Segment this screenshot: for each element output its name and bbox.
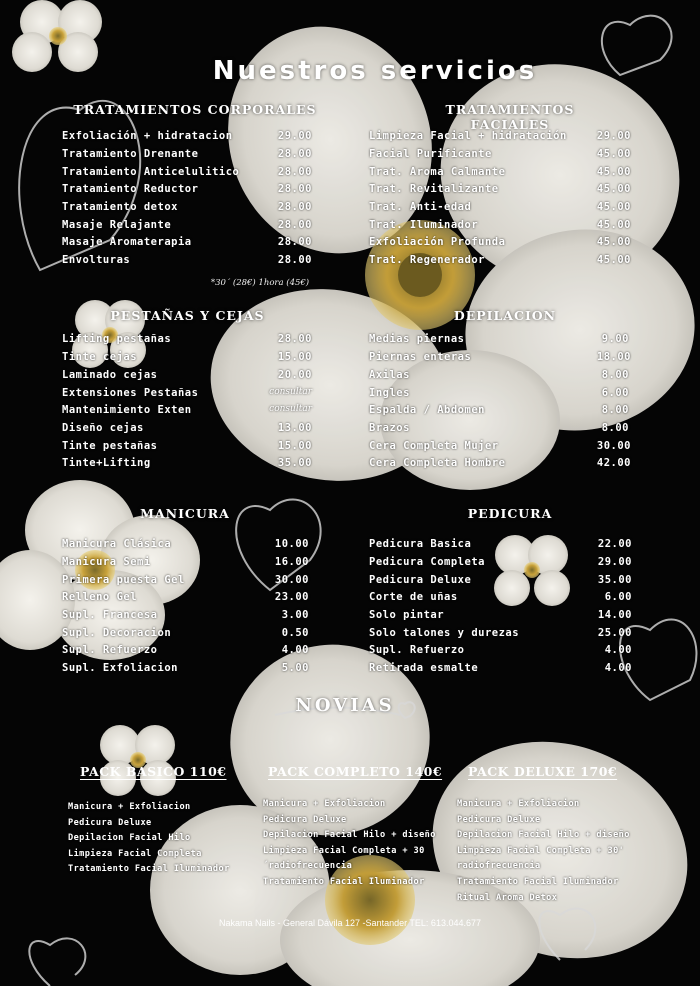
list-item bbox=[369, 351, 631, 369]
section-heading-depilacion: DEPILACION bbox=[453, 308, 557, 323]
item-price: 20.00 bbox=[277, 369, 312, 381]
item-name: Solo talones y durezas bbox=[369, 627, 520, 639]
pack-list-completo bbox=[263, 799, 436, 893]
item-price: 42.00 bbox=[596, 457, 631, 469]
item-price: 45.00 bbox=[596, 219, 631, 231]
list-item: ´radiofrecuencia bbox=[263, 861, 353, 872]
item-name: Exfoliación + hidratacion bbox=[62, 130, 233, 142]
list-item bbox=[369, 538, 632, 556]
item-name: Laminado cejas bbox=[62, 369, 158, 381]
item-price: 0.50 bbox=[281, 627, 309, 639]
item-name: Mantenimiento Exten bbox=[62, 404, 192, 416]
item-price: 15.00 bbox=[277, 351, 312, 363]
item-name: Trat. Regenerador bbox=[369, 254, 485, 266]
list-item: radiofrecuencia bbox=[457, 861, 541, 872]
item-price: 29.00 bbox=[596, 130, 631, 142]
item-price: 45.00 bbox=[596, 236, 631, 248]
list-item: Depilacion Facial Hilo + diseño bbox=[263, 830, 436, 841]
section-heading-pedicura: PEDICURA bbox=[467, 506, 553, 521]
item-name: Trat. Anti-edad bbox=[369, 201, 472, 213]
section-heading-faciales: TRATAMIENTOS FACIALES bbox=[445, 102, 575, 132]
pack-title-basico: PACK BASICO 110€ bbox=[80, 764, 227, 779]
list-item: Limpieza Facial Completa + 30 bbox=[263, 845, 425, 856]
item-name: Supl. Refuerzo bbox=[369, 644, 465, 656]
item-name: Exfoliación Profunda bbox=[369, 236, 506, 248]
pricing-note: *30´ (28€) 1hora (45€) bbox=[210, 278, 310, 288]
item-name: Envolturas bbox=[62, 254, 131, 266]
list-item: Limpieza Facial Completa + 30' bbox=[457, 845, 625, 856]
item-name: Supl. Refuerzo bbox=[62, 644, 158, 656]
item-name: Masaje Aromaterapia bbox=[62, 236, 192, 248]
item-price: 8.00 bbox=[601, 422, 629, 434]
item-name: Supl. Decoracion bbox=[62, 627, 172, 639]
list-item bbox=[62, 609, 309, 627]
item-price: 6.00 bbox=[601, 387, 629, 399]
flower-decoration bbox=[100, 725, 176, 796]
item-name: Tinte cejas bbox=[62, 351, 138, 363]
section-heading-novias: NOVIAS bbox=[295, 695, 395, 716]
item-name: Masaje Relajante bbox=[62, 219, 172, 231]
list-item bbox=[369, 556, 632, 574]
list-item bbox=[369, 148, 631, 166]
footer-contact: Nakama Nails - General Dávila 127 -Santander TEL: 613.044.677 bbox=[219, 918, 481, 928]
item-price: 3.00 bbox=[281, 609, 309, 621]
list-item bbox=[369, 422, 629, 440]
list-item: Tratamiento Facial Iluminador bbox=[457, 876, 619, 887]
item-name: Tinte+Lifting bbox=[62, 457, 151, 469]
pack-title-completo: PACK COMPLETO 140€ bbox=[268, 764, 443, 779]
item-name: Cera Completa Mujer bbox=[369, 440, 499, 452]
list-item bbox=[62, 457, 312, 475]
list-item bbox=[369, 219, 631, 237]
item-price: 35.00 bbox=[597, 574, 632, 586]
item-price: 15.00 bbox=[277, 440, 312, 452]
list-item bbox=[62, 130, 312, 148]
item-name: Extensiones Pestañas bbox=[62, 387, 199, 399]
item-price: 45.00 bbox=[596, 183, 631, 195]
item-name: Manicura Clásica bbox=[62, 538, 172, 550]
item-price: 28.00 bbox=[277, 183, 312, 195]
item-price: 8.00 bbox=[601, 369, 629, 381]
item-price: 10.00 bbox=[274, 538, 309, 550]
list-item bbox=[369, 404, 629, 422]
item-name: Lifting pestañas bbox=[62, 333, 172, 345]
item-name: Tinte pestañas bbox=[62, 440, 158, 452]
list-item bbox=[62, 219, 312, 237]
item-name: Limpieza Facial + hidratación bbox=[369, 130, 567, 142]
item-name: Retirada esmalte bbox=[369, 662, 479, 674]
list-item: Manicura + Exfoliacion bbox=[68, 802, 191, 812]
list-item bbox=[62, 183, 312, 201]
item-name: Ingles bbox=[369, 387, 410, 399]
list-item bbox=[62, 387, 312, 405]
heart-outline-icon bbox=[29, 938, 85, 986]
item-price: 28.00 bbox=[277, 333, 312, 345]
list-item bbox=[62, 556, 309, 574]
item-name: Piernas enteras bbox=[369, 351, 472, 363]
list-item bbox=[369, 644, 632, 662]
section-heading-pestanas: PESTAÑAS Y CEJAS bbox=[110, 308, 265, 323]
item-name: Pedicura Basica bbox=[369, 538, 472, 550]
list-item: Pedicura Deluxe bbox=[457, 814, 541, 825]
list-item bbox=[62, 440, 312, 458]
list-item bbox=[369, 236, 631, 254]
item-price: 28.00 bbox=[277, 166, 312, 178]
item-name: Corte de uñas bbox=[369, 591, 458, 603]
item-name: Tratamiento Drenante bbox=[62, 148, 199, 160]
item-price: 28.00 bbox=[277, 236, 312, 248]
item-price: 6.00 bbox=[604, 591, 632, 603]
item-price: 28.00 bbox=[277, 201, 312, 213]
item-name: Trat. Revitalizante bbox=[369, 183, 499, 195]
item-name: Tratamiento detox bbox=[62, 201, 178, 213]
list-item bbox=[62, 404, 312, 422]
item-price: 30.00 bbox=[596, 440, 631, 452]
list-item: Limpieza Facial Completa bbox=[68, 848, 202, 859]
item-price: 18.00 bbox=[596, 351, 631, 363]
item-name: Diseño cejas bbox=[62, 422, 144, 434]
item-price: 28.00 bbox=[277, 219, 312, 231]
list-item: Depilacion Facial Hilo + diseño bbox=[457, 830, 630, 841]
item-price: 28.00 bbox=[277, 148, 312, 160]
item-price: 45.00 bbox=[596, 201, 631, 213]
item-price: 9.00 bbox=[601, 333, 629, 345]
item-name: Relleno Gel bbox=[62, 591, 138, 603]
item-name: Trat. Aroma Calmante bbox=[369, 166, 506, 178]
list-item: Depilacion Facial Hilo bbox=[68, 833, 191, 844]
section-heading-manicura: MANICURA bbox=[140, 506, 230, 521]
list-item bbox=[62, 591, 309, 609]
page-title: Nuestros servicios bbox=[212, 56, 538, 86]
list-item bbox=[62, 422, 312, 440]
item-price: 4.00 bbox=[604, 644, 632, 656]
list-item bbox=[62, 333, 312, 351]
item-price: 4.00 bbox=[604, 662, 632, 674]
list-item bbox=[62, 644, 309, 662]
item-price: 14.00 bbox=[597, 609, 632, 621]
item-name: Trat. Iluminador bbox=[369, 219, 479, 231]
item-price: 23.00 bbox=[274, 591, 309, 603]
list-item bbox=[369, 387, 629, 405]
item-price: 45.00 bbox=[596, 166, 631, 178]
list-item bbox=[62, 148, 312, 166]
pack-title-deluxe: PACK DELUXE 170€ bbox=[468, 764, 618, 779]
item-price: consultar bbox=[269, 387, 312, 397]
list-item bbox=[369, 254, 631, 272]
item-price: 35.00 bbox=[277, 457, 312, 469]
list-item bbox=[62, 574, 309, 592]
list-item: Manicura + Exfoliacion bbox=[457, 799, 580, 809]
item-name: Brazos bbox=[369, 422, 410, 434]
item-name: Supl. Francesa bbox=[62, 609, 158, 621]
item-price: 45.00 bbox=[596, 254, 631, 266]
list-item bbox=[369, 591, 632, 609]
item-name: Solo pintar bbox=[369, 609, 445, 621]
list-item bbox=[62, 254, 312, 272]
item-price: 22.00 bbox=[597, 538, 632, 550]
list-item bbox=[369, 662, 632, 680]
list-item bbox=[62, 662, 309, 680]
list-item bbox=[62, 236, 312, 254]
item-price: 8.00 bbox=[601, 404, 629, 416]
list-item bbox=[369, 130, 631, 148]
list-item bbox=[62, 627, 309, 645]
item-name: Pedicura Completa bbox=[369, 556, 485, 568]
list-item bbox=[369, 627, 632, 645]
list-item bbox=[369, 166, 631, 184]
item-price: 5.00 bbox=[281, 662, 309, 674]
item-name: Cera Completa Hombre bbox=[369, 457, 506, 469]
list-item: Tratamiento Facial Iluminador bbox=[68, 864, 230, 875]
list-item bbox=[369, 440, 631, 458]
list-item bbox=[62, 351, 312, 369]
list-item: Pedicura Deluxe bbox=[263, 814, 347, 825]
section-heading-corporales: TRATAMIENTOS CORPORALES bbox=[73, 102, 317, 117]
item-name: Tratamiento Anticelulitico bbox=[62, 166, 240, 178]
item-price: 25.00 bbox=[597, 627, 632, 639]
item-price: 30.00 bbox=[274, 574, 309, 586]
list-item bbox=[369, 609, 632, 627]
item-price: 29.00 bbox=[277, 130, 312, 142]
item-price: 45.00 bbox=[596, 148, 631, 160]
list-item: Pedicura Deluxe bbox=[68, 817, 152, 828]
item-name: Primera puesta Gel bbox=[62, 574, 185, 586]
list-item bbox=[369, 201, 631, 219]
list-item bbox=[369, 574, 632, 592]
item-price: 29.00 bbox=[597, 556, 632, 568]
list-item bbox=[62, 538, 309, 556]
list-item: Ritual Aroma Detox bbox=[457, 892, 558, 903]
item-price: 16.00 bbox=[274, 556, 309, 568]
list-item bbox=[369, 457, 631, 475]
item-price: 13.00 bbox=[277, 422, 312, 434]
list-item bbox=[369, 333, 629, 351]
list-item bbox=[369, 183, 631, 201]
item-name: Tratamiento Reductor bbox=[62, 183, 199, 195]
item-price: consultar bbox=[269, 404, 312, 414]
list-item: Manicura + Exfoliacion bbox=[263, 799, 386, 809]
pack-list-deluxe bbox=[457, 799, 630, 908]
list-item bbox=[62, 369, 312, 387]
list-item: Tratamiento Facial Iluminador bbox=[263, 876, 425, 887]
list-item bbox=[369, 369, 629, 387]
item-price: 28.00 bbox=[277, 254, 312, 266]
list-item bbox=[62, 166, 312, 184]
item-price: 4.00 bbox=[281, 644, 309, 656]
item-name: Espalda / Abdomen bbox=[369, 404, 485, 416]
item-name: Facial Purificante bbox=[369, 148, 492, 160]
pack-list-basico bbox=[68, 802, 230, 880]
item-name: Pedicura Deluxe bbox=[369, 574, 472, 586]
item-name: Medias piernas bbox=[369, 333, 465, 345]
item-name: Supl. Exfoliacion bbox=[62, 662, 178, 674]
list-item bbox=[62, 201, 312, 219]
item-name: Manicura Semi bbox=[62, 556, 151, 568]
item-name: Axilas bbox=[369, 369, 410, 381]
